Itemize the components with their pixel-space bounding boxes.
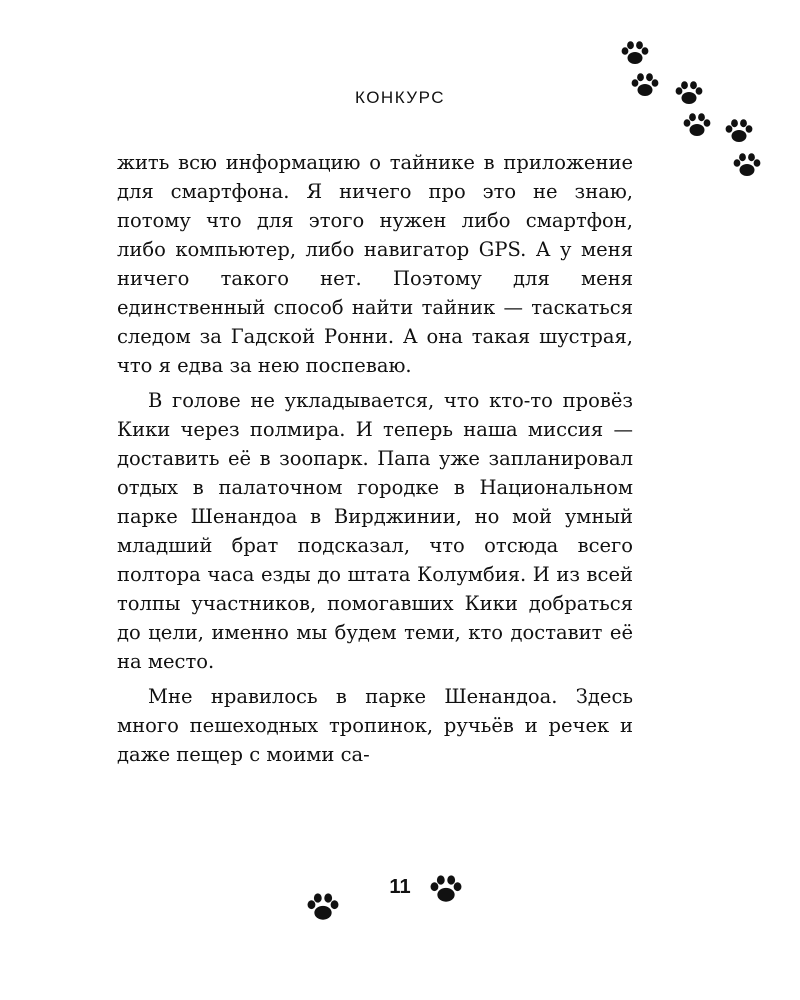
paw-print-icon [724, 118, 754, 144]
paw-print-icon [305, 892, 341, 922]
page-number: 11 [389, 876, 411, 898]
body-text [117, 148, 633, 775]
paw-print-icon [620, 40, 650, 66]
paragraph-1: жить всю информацию о тайнике в приложение для смартфона. Я ничего про это не знаю, потому что для этого нужен либо смартфон, либо компьютер, либо навигатор GPS. А у меня ничего такого нет. Поэтому для меня единственный способ найти тайник — таскаться следом за Гадской Ронни. А она такая шустрая, что я едва за нею поспеваю. [117, 151, 633, 377]
paw-print-icon [428, 874, 464, 904]
paragraph-3: Мне нравилось в парке Шенандоа. Здесь много пешеходных тропинок, ручьёв и речек и даже пещер с моими са- [117, 685, 633, 766]
paragraph-2: В голове не укладывается, что кто-то провёз Кики через полмира. И теперь наша миссия — доставить её в зоопарк. Папа уже запланировал отдых в палаточном городке в Национальном парке Шенандоа в Вирджинии, но мой умный младший брат подсказал, что отсюда всего полтора часа езды до штата Колумбия. И из всей толпы участников, помогавших Кики добраться до цели, именно мы будем теми, кто доставит её на место. [117, 389, 633, 673]
paw-print-icon [682, 112, 712, 138]
running-head: КОНКУРС [354, 88, 446, 107]
paw-print-icon [674, 80, 704, 106]
paw-print-icon [630, 72, 660, 98]
paw-print-icon [732, 152, 762, 178]
